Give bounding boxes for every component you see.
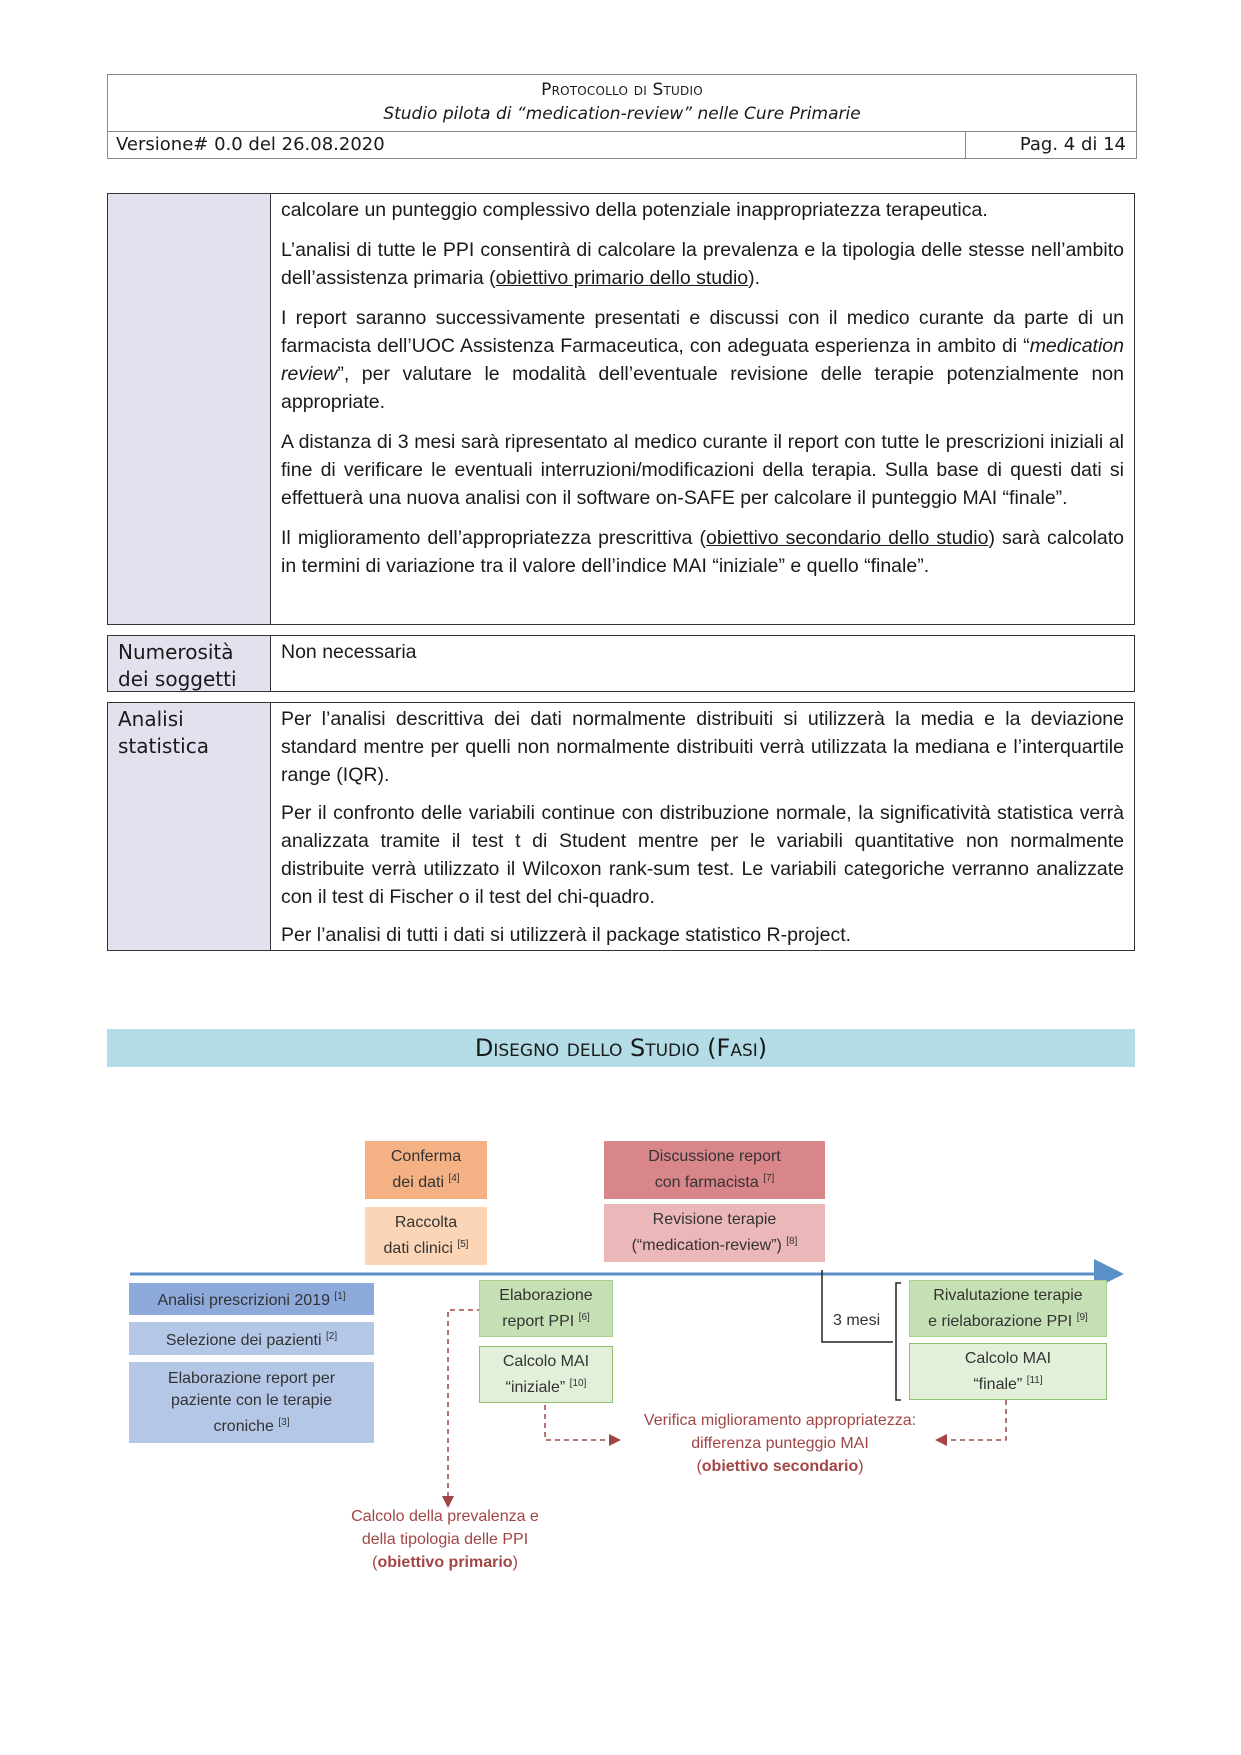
method-label-cell: [108, 194, 271, 624]
phase-elaborazione-report-paziente: [129, 1362, 374, 1443]
statistics-table: [107, 702, 1135, 951]
statistics-paragraph-2: Per il confronto delle variabili continue con distribuzione normale, la significatività statistica verrà analizzata tramite il test t di Student mentre per le variabili quantitative non normalmente distribuite verrà utilizzato il Wilcoxon rank-sum test. Le variabili categoriche verranno analizzate con il test di Fischer o il test del chi-quadro.: [281, 802, 1124, 908]
note-line: Verifica miglioramento appropriatezza:: [643, 1412, 917, 1429]
section-heading: Disegno dello Studio (Fasi): [107, 1029, 1135, 1067]
box-line: Rivalutazione terapie: [933, 1286, 1083, 1304]
note-line: Calcolo della prevalenza e: [351, 1508, 539, 1525]
phase-raccolta-dati: [365, 1207, 487, 1265]
reference-note: [9]: [1076, 1311, 1088, 1323]
reference-note: [2]: [326, 1330, 338, 1342]
three-months-connector: [822, 1270, 893, 1342]
box-line: Conferma: [390, 1148, 462, 1165]
box-line: Raccolta: [394, 1214, 458, 1231]
box-line: (“medication-review”): [631, 1237, 782, 1254]
phase-discussione-report: [604, 1141, 825, 1199]
reference-note: [4]: [448, 1173, 460, 1184]
primary-objective-arrow: [448, 1310, 482, 1505]
box-line: “iniziale”: [505, 1378, 566, 1396]
box-line: Elaborazione: [499, 1286, 593, 1304]
reference-note: [10]: [569, 1377, 587, 1389]
box-text: [391, 1146, 461, 1194]
reference-note: [1]: [334, 1291, 346, 1302]
sample-size-text: Non necessaria: [281, 641, 417, 663]
box-line: croniche: [213, 1417, 274, 1435]
note-emphasis: obiettivo primario: [377, 1554, 513, 1571]
phase-selezione-pazienti: [129, 1322, 374, 1355]
note-line: della tipologia delle PPI: [361, 1531, 529, 1548]
phase-analisi-prescrizioni: [129, 1283, 374, 1315]
secondary-objective-note: Verifica miglioramento appropriatezza: differenza punteggio MAI (obiettivo secondario): [643, 1412, 917, 1475]
reference-note: [5]: [457, 1239, 469, 1250]
box-line: Calcolo MAI: [964, 1349, 1052, 1367]
phase-elaborazione-report-ppi: [479, 1280, 613, 1337]
statistics-paragraph-1: Per l’analisi descrittiva dei dati normalmente distribuiti si utilizzerà la media e la deviazione standard mentre per quelli non normalmente distribuiti verrà utilizzata la mediana e l’interquartile range (IQR).: [281, 708, 1124, 786]
version-label: Versione# 0.0 del 26.08.2020: [108, 132, 966, 158]
bracket-right: [896, 1283, 901, 1400]
box-line: Calcolo MAI: [502, 1352, 590, 1370]
phase-revisione-terapie: [604, 1204, 825, 1262]
box-line: dati clinici: [383, 1240, 453, 1257]
box-line: paziente con le terapie: [171, 1391, 332, 1409]
box-line: con farmacista: [654, 1174, 759, 1191]
secondary-objective-link: obiettivo secondario dello studio: [705, 527, 989, 549]
statistics-label: Analisi statistica: [108, 703, 271, 950]
sample-size-label: Numerosità dei soggetti: [108, 636, 271, 691]
box-text: [168, 1368, 335, 1438]
box-text: [157, 1286, 345, 1312]
page-number: Pag. 4 di 14: [1019, 134, 1126, 155]
text-span: ) sarà calcolato in termini di variazione tra il valore dell’indice MAI “iniziale” e quello “finale”.: [281, 527, 1124, 577]
box-line: Elaborazione report per: [167, 1369, 336, 1387]
three-months-label: 3 mesi: [833, 1312, 881, 1329]
phase-rivalutazione-terapie: [909, 1280, 1107, 1337]
box-line: e rielaborazione PPI: [928, 1312, 1073, 1330]
text-span: I report saranno successivamente presentati e discussi con il medico curante da parte di un farmacista dell’UOC Assistenza Farmaceutica, con adeguata esperienza in ambito di “: [281, 307, 1124, 357]
text-span: ).: [748, 267, 761, 289]
header-meta-row: [108, 132, 1136, 158]
box-line: Revisione terapie: [652, 1211, 777, 1228]
box-text: [648, 1146, 781, 1194]
method-paragraph-2: [281, 236, 1124, 292]
box-text: [965, 1348, 1051, 1396]
box-line: dei dati: [392, 1174, 444, 1191]
text-span: ”, per valutare le modalità dell’eventuale revisione delle terapie potenzialmente non appropriate.: [281, 363, 1124, 413]
method-paragraph-3: [281, 304, 1124, 416]
document-title: Protocollo di Studio: [541, 80, 703, 100]
secondary-objective-arrow-left: [545, 1405, 618, 1440]
phase-calcolo-mai-iniziale: [479, 1346, 613, 1403]
reference-note: [11]: [1026, 1374, 1043, 1386]
box-line: Discussione report: [648, 1148, 781, 1165]
phase-calcolo-mai-finale: [909, 1343, 1107, 1400]
box-text: [166, 1326, 337, 1352]
text-span: Il miglioramento dell’appropriatezza prescrittiva (: [281, 527, 706, 549]
reference-note: [7]: [763, 1173, 775, 1184]
note-emphasis: obiettivo secondario: [701, 1458, 859, 1475]
box-line: “finale”: [973, 1375, 1023, 1393]
reference-note: [3]: [278, 1416, 290, 1428]
page-header: [107, 74, 1137, 159]
statistics-text-cell: [271, 703, 1134, 950]
method-text-cell: [271, 194, 1134, 624]
box-text: [384, 1212, 469, 1260]
method-paragraph-4: A distanza di 3 mesi sarà ripresentato al medico curante il report con tutte le prescrizioni iniziali al fine di verificare le eventuali interruzioni/modificazioni della terapia. Sulla base di questi dati si effettuerà una nuova analisi con il software on-SAFE per calcolare il punteggio MAI “finale”.: [281, 431, 1124, 509]
document-subtitle: Studio pilota di “medication-review” nelle Cure Primarie: [383, 104, 861, 124]
box-line: report PPI: [502, 1312, 575, 1330]
reference-note: [6]: [578, 1311, 590, 1323]
primary-objective-link: obiettivo primario dello studio: [495, 267, 749, 289]
box-line: Analisi prescrizioni 2019: [157, 1292, 330, 1309]
box-text: [499, 1285, 592, 1333]
method-table: [107, 193, 1135, 625]
italic-term: medication review: [281, 335, 1124, 385]
text-span: L’analisi di tutte le PPI consentirà di calcolare la prevalenza e la tipologia delle stesse nell’ambito dell’assistenza primaria (: [281, 239, 1124, 289]
box-text: [928, 1285, 1088, 1333]
phase-conferma-dati: [365, 1141, 487, 1199]
sample-size-table: [107, 635, 1135, 692]
primary-objective-note: Calcolo della prevalenza e della tipologia delle PPI (obiettivo primario): [351, 1508, 539, 1571]
box-line: Selezione dei pazienti: [165, 1331, 322, 1349]
header-title-block: [108, 75, 1136, 132]
reference-note: [8]: [786, 1236, 798, 1247]
box-text: [632, 1209, 798, 1257]
note-line: differenza punteggio MAI: [691, 1435, 869, 1452]
statistics-paragraph-3: Per l’analisi di tutti i dati si utilizzerà il package statistico R-project.: [281, 924, 852, 946]
method-paragraph-1: calcolare un punteggio complessivo della potenziale inappropriatezza terapeutica.: [281, 199, 988, 221]
box-text: [503, 1351, 589, 1399]
method-paragraph-5: [281, 524, 1124, 580]
